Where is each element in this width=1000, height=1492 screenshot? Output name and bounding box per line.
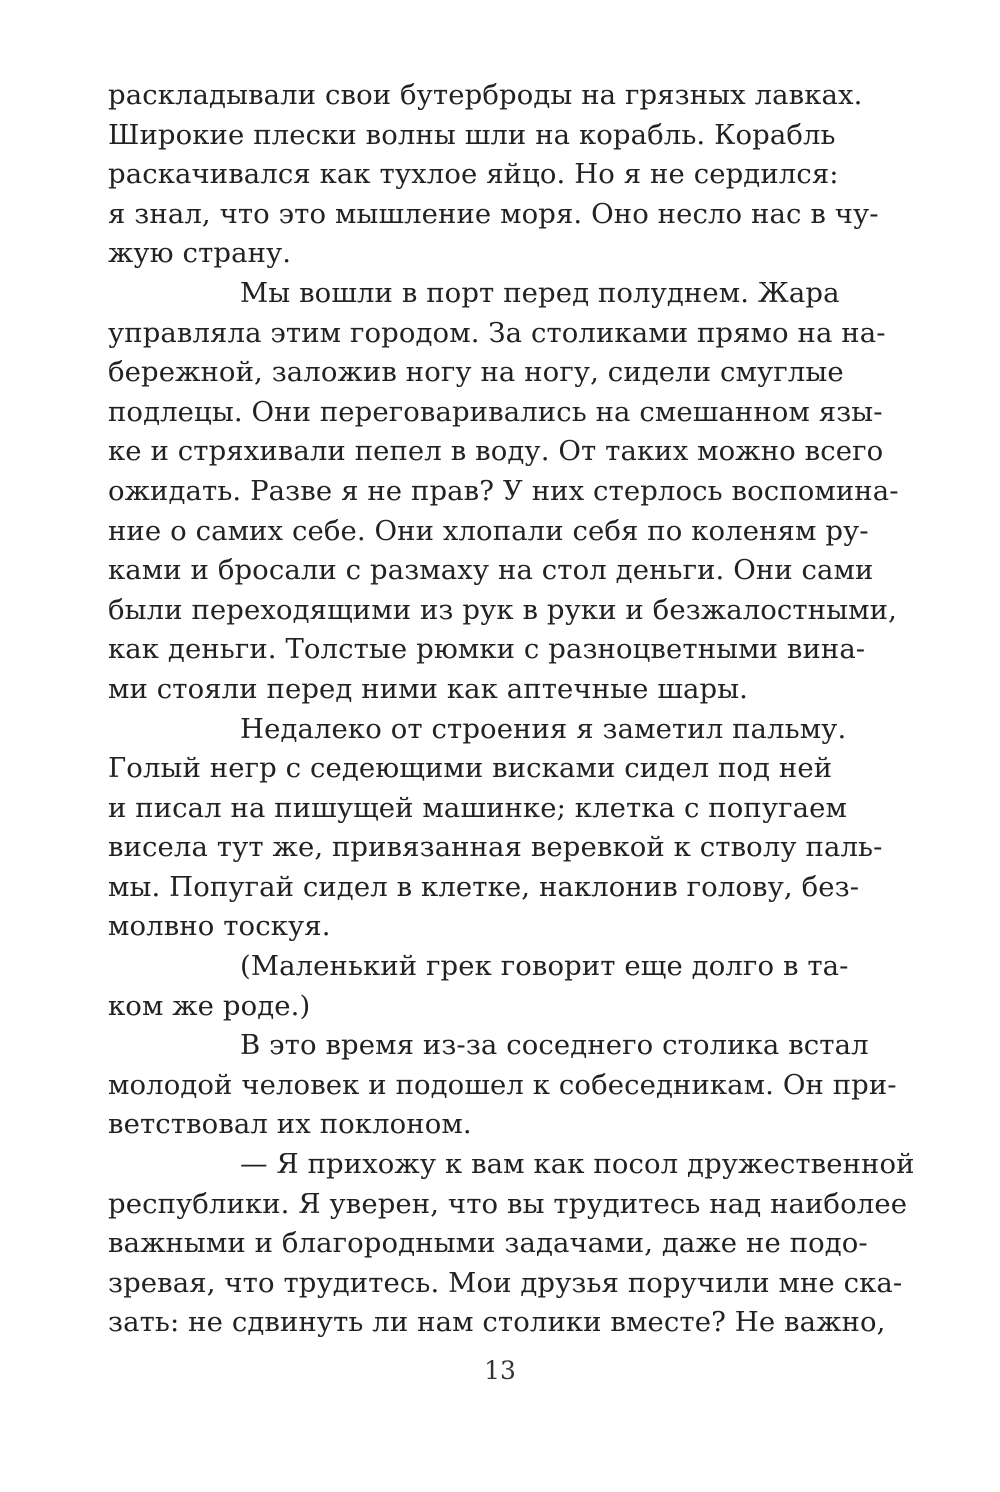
- page-number: 13: [484, 1356, 516, 1385]
- text-line: ками и бросали с размаху на стол деньги. Они сами: [108, 554, 874, 587]
- text-line: жую страну.: [108, 237, 292, 270]
- paragraph-start-line: В это время из-за соседнего столика встал: [240, 1029, 869, 1062]
- text-line: важными и благородными задачами, даже не подо-: [108, 1227, 868, 1260]
- text-line: были переходящими из рук в руки и безжалостными,: [108, 593, 897, 626]
- text-line: я знал, что это мышление моря. Оно несло нас в чу-: [108, 197, 879, 230]
- text-line: ние о самих себе. Они хлопали себя по коленям ру-: [108, 514, 869, 547]
- text-line: бережной, заложив ногу на ногу, сидели смуглые: [108, 356, 844, 389]
- text-line: молодой человек и подошел к собеседникам. Он при-: [108, 1068, 897, 1101]
- body-text: [108, 76, 915, 1343]
- text-line: ми стояли перед ними как аптечные шары.: [108, 672, 749, 705]
- text-line: ветствовал их поклоном.: [108, 1108, 472, 1141]
- text-line: как деньги. Толстые рюмки с разноцветными вина-: [108, 633, 866, 666]
- text-line: республики. Я уверен, что вы трудитесь над наиболее: [108, 1187, 908, 1220]
- text-line: зревая, что трудитесь. Мои друзья поручили мне ска-: [108, 1266, 903, 1299]
- stage-direction-line: (Маленький грек говорит еще долго в та-: [240, 950, 849, 983]
- text-line: ожидать. Разве я не прав? У них стерлось воспомина-: [108, 474, 899, 507]
- dialogue-start-line: — Я прихожу к вам как посол дружественной: [240, 1148, 915, 1181]
- text-line: подлецы. Они переговаривались на смешанном язы-: [108, 395, 883, 428]
- text-line: управляла этим городом. За столиками прямо на на-: [108, 316, 886, 349]
- text-line: раскачивался как тухлое яйцо. Но я не сердился:: [108, 158, 839, 191]
- paragraph-start-line: Мы вошли в порт перед полуднем. Жара: [240, 276, 840, 309]
- text-line: висела тут же, привязанная веревкой к стволу паль-: [108, 831, 883, 864]
- text-line: мы. Попугай сидел в клетке, наклонив голову, без-: [108, 870, 860, 903]
- text-line: и писал на пишущей машинке; клетка с попугаем: [108, 791, 847, 824]
- text-line: Широкие плески волны шли на корабль. Корабль: [108, 118, 836, 151]
- paragraph-start-line: Недалеко от строения я заметил пальму.: [240, 712, 847, 745]
- text-line: Голый негр с седеющими висками сидел под ней: [108, 752, 833, 785]
- text-line: молвно тоскуя.: [108, 910, 331, 943]
- text-line: ке и стряхивали пепел в воду. От таких можно всего: [108, 435, 884, 468]
- text-line: зать: не сдвинуть ли нам столики вместе? Не важно,: [108, 1306, 886, 1339]
- text-line: раскладывали свои бутерброды на грязных лавках.: [108, 79, 863, 111]
- stage-direction-line: ком же роде.): [108, 989, 311, 1022]
